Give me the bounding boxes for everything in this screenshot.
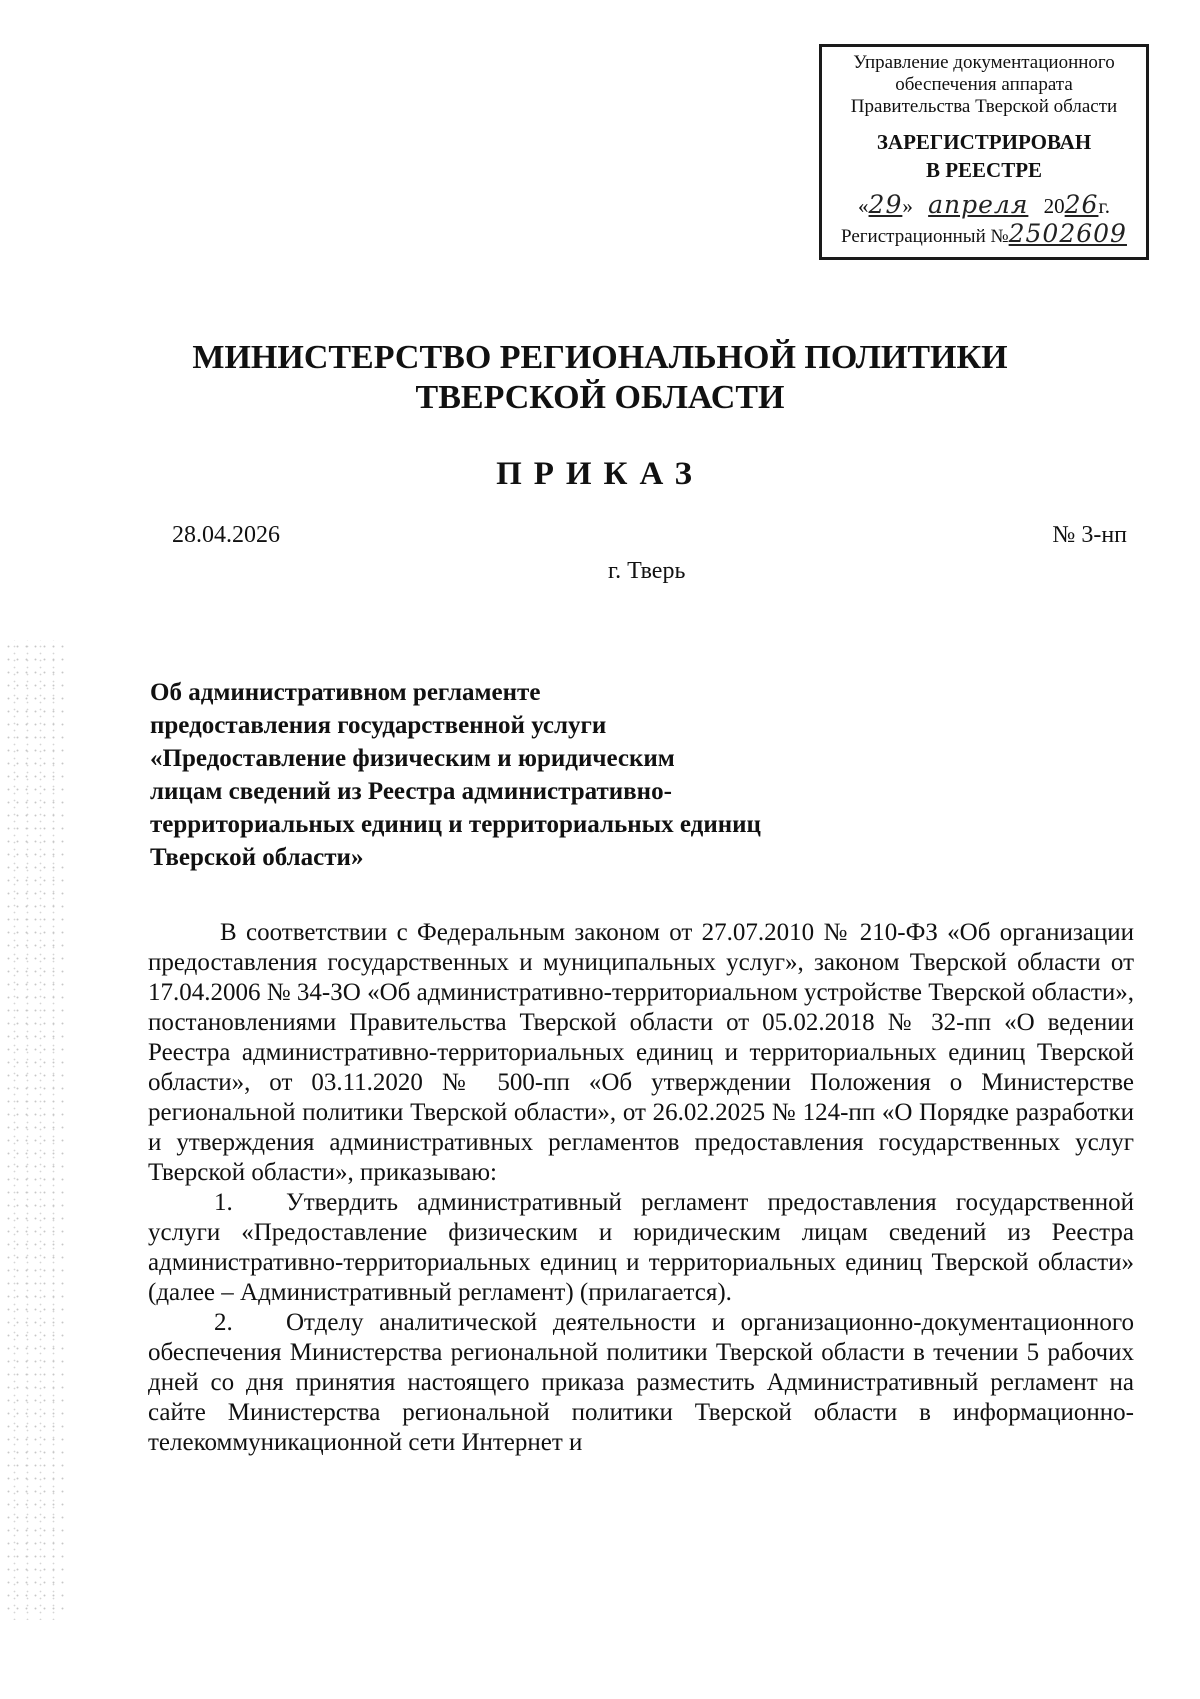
stamp-month: апреля (928, 190, 1029, 219)
subject-line: «Предоставление физическим и юридическим (150, 745, 675, 772)
stamp-year-suffix: 26 (1064, 190, 1099, 219)
order-city: г. Тверь (608, 558, 686, 584)
order-date: 28.04.2026 (172, 522, 280, 548)
stamp-line-1: Управление документационного (853, 52, 1115, 73)
stamp-number (821, 219, 1147, 248)
stamp-line-3: Правительства Тверской области (850, 96, 1118, 117)
stamp-year-prefix: 20 (1043, 194, 1065, 218)
ministry-title-line-2: ТВЕРСКОЙ ОБЛАСТИ (415, 379, 785, 416)
item-2-number: 2. (214, 1309, 233, 1336)
subject-line: территориальных единиц и территориальных единиц (150, 811, 761, 838)
stamp-date (821, 190, 1147, 219)
stamp-year-end: г. (1098, 194, 1110, 218)
item-1-paragraph (148, 1188, 1134, 1308)
ministry-title (0, 338, 1200, 418)
stamp-date-quote-open: « (858, 194, 869, 218)
subject-line: лицам сведений из Реестра административно- (150, 778, 672, 805)
order-subject (150, 676, 870, 874)
stamp-day: 29 (868, 190, 903, 219)
scan-noise (4, 640, 64, 1620)
ministry-title-line-1: МИНИСТЕРСТВО РЕГИОНАЛЬНОЙ ПОЛИТИКИ (192, 339, 1008, 376)
document-type: ПРИКАЗ (496, 456, 704, 492)
registration-stamp (819, 44, 1149, 260)
subject-line: Об административном регламенте (150, 679, 541, 706)
subject-line: Тверской области» (150, 844, 364, 871)
subject-line: предоставления государственной услуги (150, 712, 607, 739)
item-2-paragraph (148, 1308, 1134, 1458)
preamble-paragraph: В соответствии с Федеральным законом от 27.07.2010 № 210-ФЗ «Об организации предоставления государственных и муниципальных услуг», законом Тверской области от 17.04.2006 № 34-ЗО «Об административно-территориальном устройстве Тверской области», постановлениями Правительства Тверской области от 05.02.2018 № 32-пп «О ведении Реестра административно-территориальных единиц и территориальных единиц Тверской области», от 03.11.2020 № 500-пп «Об утверждении Положения о Министерстве региональной политики Тверской области», от 26.02.2025 № 124-пп «О Порядке разработки и утверждения административных регламентов предоставления государственных услуг Тверской области», приказываю: (148, 919, 1134, 1186)
stamp-registered-2: В РЕЕСТРЕ (925, 158, 1043, 182)
item-1-number: 1. (214, 1189, 233, 1216)
stamp-number-value: 2502609 (1008, 219, 1127, 248)
stamp-number-label: Регистрационный № (841, 226, 1009, 247)
stamp-line-2: обеспечения аппарата (895, 74, 1073, 95)
stamp-registered-1: ЗАРЕГИСТРИРОВАН (876, 130, 1092, 154)
stamp-date-quote-close: » (902, 194, 913, 218)
order-body (148, 918, 1134, 1458)
order-number: № 3-нп (1052, 522, 1127, 548)
item-1-text: Утвердить административный регламент предоставления государственной услуги «Предоставление физическим и юридическим лицам сведений из Реестра административно-территориальных единиц и территориальных единиц Тверской области» (далее – Административный регламент) (прилагается). (148, 1189, 1134, 1306)
item-2-text: Отделу аналитической деятельности и организационно-документационного обеспечения Министерства региональной политики Тверской области в течении 5 рабочих дней со дня принятия настоящего приказа разместить Административный регламент на сайте Министерства региональной политики Тверской области в информационно-телекоммуникационной сети Интернет и (148, 1309, 1134, 1456)
